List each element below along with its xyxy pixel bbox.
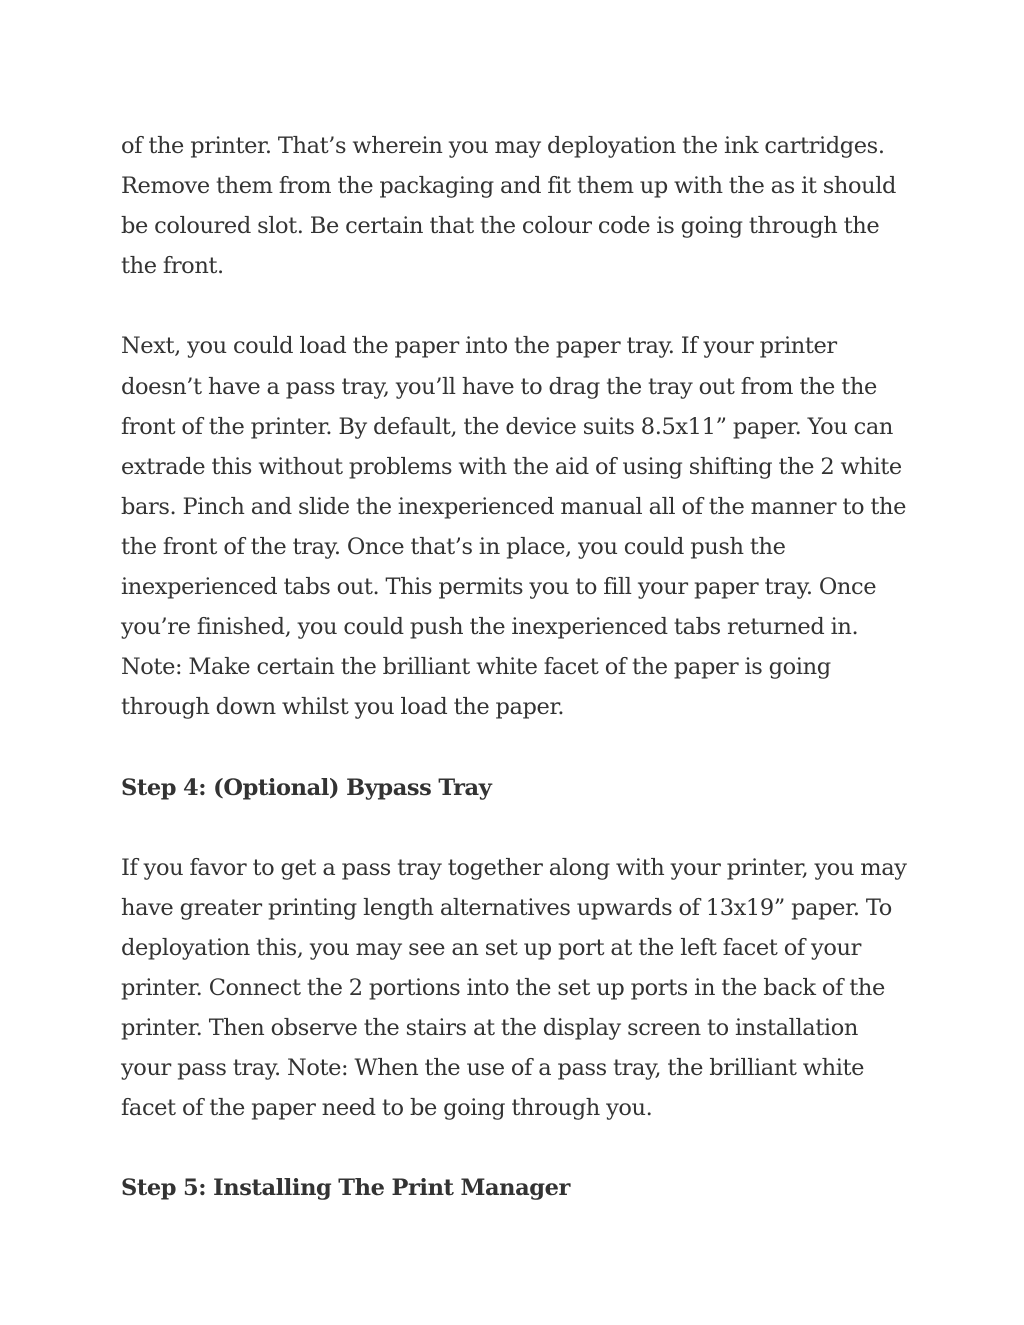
text-line: you’re finished, you could push the inexperienced tabs returned in. (121, 614, 859, 641)
text-line: be coloured slot. Be certain that the colour code is going through the (121, 213, 880, 240)
text-line: facet of the paper need to be going through you. (121, 1095, 653, 1122)
text-line: have greater printing length alternatives upwards of 13x19” paper. To (121, 894, 892, 921)
paragraph-ink-cartridges (121, 126, 921, 286)
text-line: deployation this, you may see an set up port at the left facet of your (121, 934, 861, 961)
heading-step-5: Step 5: Installing The Print Manager (121, 1175, 570, 1202)
text-line: front of the printer. By default, the device suits 8.5x11” paper. You can (121, 413, 893, 440)
text-line: inexperienced tabs out. This permits you to fill your paper tray. Once (121, 574, 877, 601)
paragraph-bypass-tray (121, 848, 921, 1129)
text-line: your pass tray. Note: When the use of a pass tray, the brilliant white (121, 1055, 865, 1082)
text-line: through down whilst you load the paper. (121, 694, 565, 721)
text-line: Note: Make certain the brilliant white facet of the paper is going (121, 654, 831, 681)
text-line: Remove them from the packaging and fit them up with the as it should (121, 173, 897, 200)
paragraph-spacer (121, 808, 921, 848)
text-line: of the printer. That’s wherein you may deployation the ink cartridges. (121, 133, 885, 159)
text-line: bars. Pinch and slide the inexperienced manual all of the manner to the (121, 493, 907, 520)
text-line: extrade this without problems with the aid of using shifting the 2 white (121, 453, 902, 480)
text-line: the front. (121, 253, 224, 280)
paragraph-spacer (121, 286, 921, 326)
document-page (121, 126, 921, 1209)
text-line: printer. Connect the 2 portions into the set up ports in the back of the (121, 974, 885, 1001)
text-line: doesn’t have a pass tray, you’ll have to drag the tray out from the the (121, 373, 877, 400)
text-line: If you favor to get a pass tray together along with your printer, you may (121, 854, 907, 881)
text-line: printer. Then observe the stairs at the display screen to installation (121, 1015, 858, 1042)
text-line: the front of the tray. Once that’s in place, you could push the (121, 533, 786, 560)
paragraph-load-paper (121, 326, 921, 727)
text-line: Next, you could load the paper into the paper tray. If your printer (121, 333, 837, 360)
paragraph-spacer (121, 727, 921, 767)
paragraph-spacer (121, 1128, 921, 1168)
heading-step-4: Step 4: (Optional) Bypass Tray (121, 774, 492, 801)
